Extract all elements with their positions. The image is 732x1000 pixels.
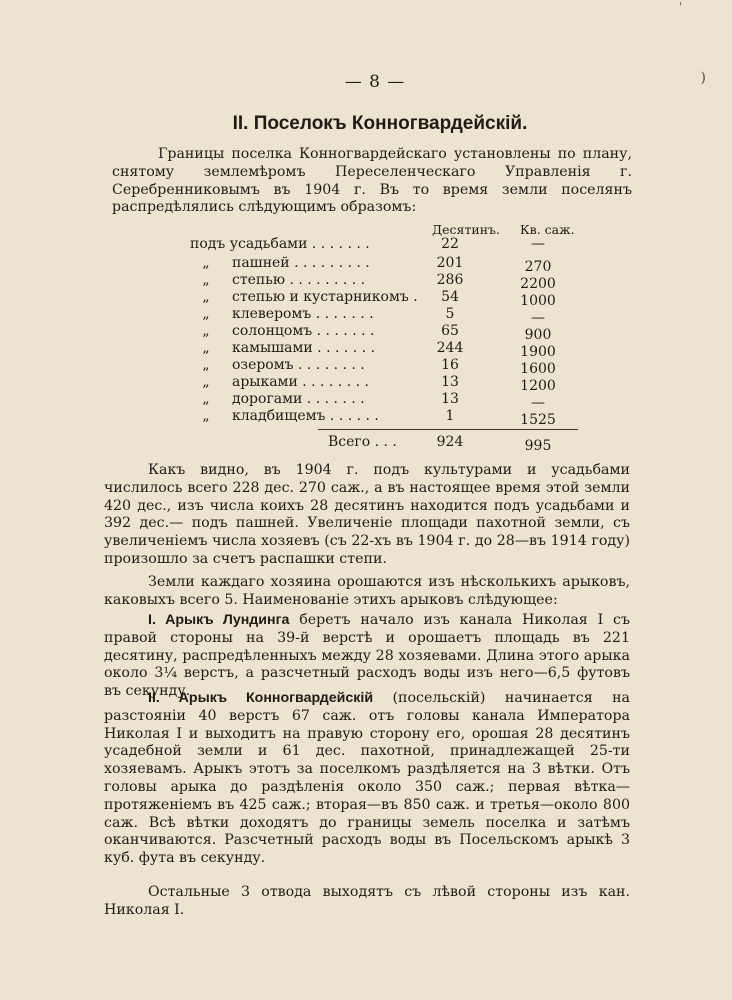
- intro-paragraph: Границы поселка Конногвардейскаго установлены по плану, снятому землемѣромъ Переселенческаго Управленія г. Серебренниковымъ въ 1904 г. Въ то время земли поселянъ распредѣлялись слѣдующимъ образомъ:: [112, 146, 632, 216]
- row-kv-sazh: —: [531, 310, 545, 326]
- page-number: — 8 —: [344, 72, 406, 92]
- paragraph-irrigation: Земли каждаго хозяина орошаются изъ нѣсколькихъ арыковъ, каковыхъ всего 5. Наименованіе этихъ арыковъ слѣдующее:: [104, 574, 630, 608]
- row-label: степью и кустарникомъ .: [232, 289, 418, 305]
- total-rule: [318, 429, 578, 430]
- row-label: подъ усадьбами . . . . . . .: [190, 236, 370, 252]
- row-label: озеромъ . . . . . . . .: [232, 357, 365, 373]
- ditto-mark: „: [202, 391, 210, 407]
- table-row: [190, 408, 590, 428]
- row-label: камышами . . . . . . .: [232, 340, 376, 356]
- row-desyatin: 244: [436, 340, 464, 356]
- table-row: [190, 289, 590, 309]
- table-row: [190, 272, 590, 292]
- paragraph-other-branches: Остальные 3 отвода выходятъ съ лѣвой стороны изъ кан. Николая I.: [104, 884, 630, 918]
- section-title: II. Поселокъ Конногвардейскій.: [232, 113, 528, 134]
- row-label: кладбищемъ . . . . . .: [232, 408, 379, 424]
- table-row: [190, 255, 590, 275]
- ditto-mark: „: [202, 272, 210, 288]
- corner-mark: ': [678, 0, 682, 14]
- ditto-mark: „: [202, 357, 210, 373]
- row-kv-sazh: 1525: [520, 412, 556, 428]
- row-desyatin: 1: [445, 408, 455, 424]
- row-kv-sazh: 900: [524, 327, 552, 343]
- column-header-kv-sazh: Кв. саж.: [520, 222, 575, 237]
- row-desyatin: 22: [441, 236, 459, 252]
- paragraph-cultivation: Какъ видно, въ 1904 г. подъ культурами и усадьбами числилось всего 228 дес. 270 саж., а въ настоящее время этой земли 420 дес., изъ числа коихъ 28 десятинъ находится подъ усадьбами и 392 дес.— подъ пашней. Увеличеніе площади пахотной земли, съ увеличеніемъ числа хозяевъ (съ 22-хъ въ 1904 г. до 28—въ 1914 году) произошло за счетъ распашки степи.: [104, 462, 630, 567]
- row-kv-sazh: 270: [524, 259, 552, 275]
- row-label: дорогами . . . . . . .: [232, 391, 365, 407]
- aryk-lundinga-text: беретъ начало изъ канала Николая I съ правой стороны на 39-й верстѣ и орошаетъ площадь въ 221 десятину, распредѣленныхъ между 28 хозяевами. Длина этого арыка около 3¼ верстъ, а разсчетный расходъ воды изъ него—6,5 футовъ въ секунду.: [104, 612, 631, 700]
- ditto-mark: „: [202, 289, 210, 305]
- row-label: степью . . . . . . . . .: [232, 272, 366, 288]
- table-row: [190, 340, 590, 360]
- ditto-mark: „: [202, 306, 210, 322]
- total-kv-sazh: 995: [524, 438, 552, 454]
- row-label: солонцомъ . . . . . . .: [232, 323, 375, 339]
- row-kv-sazh: 1900: [520, 344, 556, 360]
- margin-mark: ): [700, 70, 706, 86]
- paragraph-aryk-lundinga: [104, 612, 630, 701]
- table-row: [190, 391, 590, 411]
- ditto-mark: „: [202, 323, 210, 339]
- row-desyatin: 13: [441, 374, 459, 390]
- total-label: Всего . . .: [328, 434, 397, 450]
- table-row: [190, 236, 590, 253]
- row-desyatin: 13: [441, 391, 459, 407]
- row-label: клеверомъ . . . . . . .: [232, 306, 374, 322]
- row-desyatin: 16: [441, 357, 459, 373]
- total-desyatin: 924: [436, 434, 464, 450]
- row-kv-sazh: —: [531, 236, 545, 252]
- table-row: [190, 357, 590, 377]
- column-header-desyatin: Десятинъ.: [432, 222, 500, 237]
- row-label: арыками . . . . . . . .: [232, 374, 369, 390]
- ditto-mark: „: [202, 374, 210, 390]
- row-desyatin: 5: [445, 306, 455, 322]
- row-kv-sazh: 1600: [520, 361, 556, 377]
- row-desyatin: 201: [436, 255, 464, 271]
- row-desyatin: 286: [436, 272, 464, 288]
- table-row: [190, 374, 590, 394]
- row-desyatin: 54: [441, 289, 459, 305]
- aryk-konnogvardeisky-text: (посельскій) начинается на разстояніи 40 верстъ 67 саж. отъ головы канала Императора Николая I и выходитъ на правую сторону его, орошая 28 десятинъ усадебной земли и 61 дес. пахотной, принадлежащей 25-ти хозяевамъ. Арыкъ этотъ за поселкомъ раздѣляется на 3 вѣтки. Отъ головы арыка до раздѣленія около 350 саж.; первая вѣтка—протяженіемъ въ 425 саж.; вторая—въ 850 саж. и третья—около 800 саж. Всѣ вѣтки доходятъ до границы земель поселка и затѣмъ оканчиваются. Разсчетный расходъ воды въ Посельскомъ арыкѣ 3 куб. фута въ секунду.: [104, 690, 631, 867]
- aryk-konnogvardeisky-heading: II. Арыкъ Конногвардейскій: [148, 690, 374, 706]
- row-kv-sazh: —: [531, 395, 545, 411]
- row-label: пашней . . . . . . . . .: [232, 255, 370, 271]
- table-row: [190, 323, 590, 343]
- table-row: [190, 306, 590, 326]
- paragraph-aryk-konnogvardeisky: [104, 690, 630, 868]
- row-kv-sazh: 1200: [520, 378, 556, 394]
- ditto-mark: „: [202, 408, 210, 424]
- aryk-lundinga-heading: I. Арыкъ Лундинга: [148, 612, 290, 628]
- row-desyatin: 65: [441, 323, 459, 339]
- ditto-mark: „: [202, 255, 210, 271]
- row-kv-sazh: 1000: [520, 293, 556, 309]
- row-kv-sazh: 2200: [520, 276, 556, 292]
- ditto-mark: „: [202, 340, 210, 356]
